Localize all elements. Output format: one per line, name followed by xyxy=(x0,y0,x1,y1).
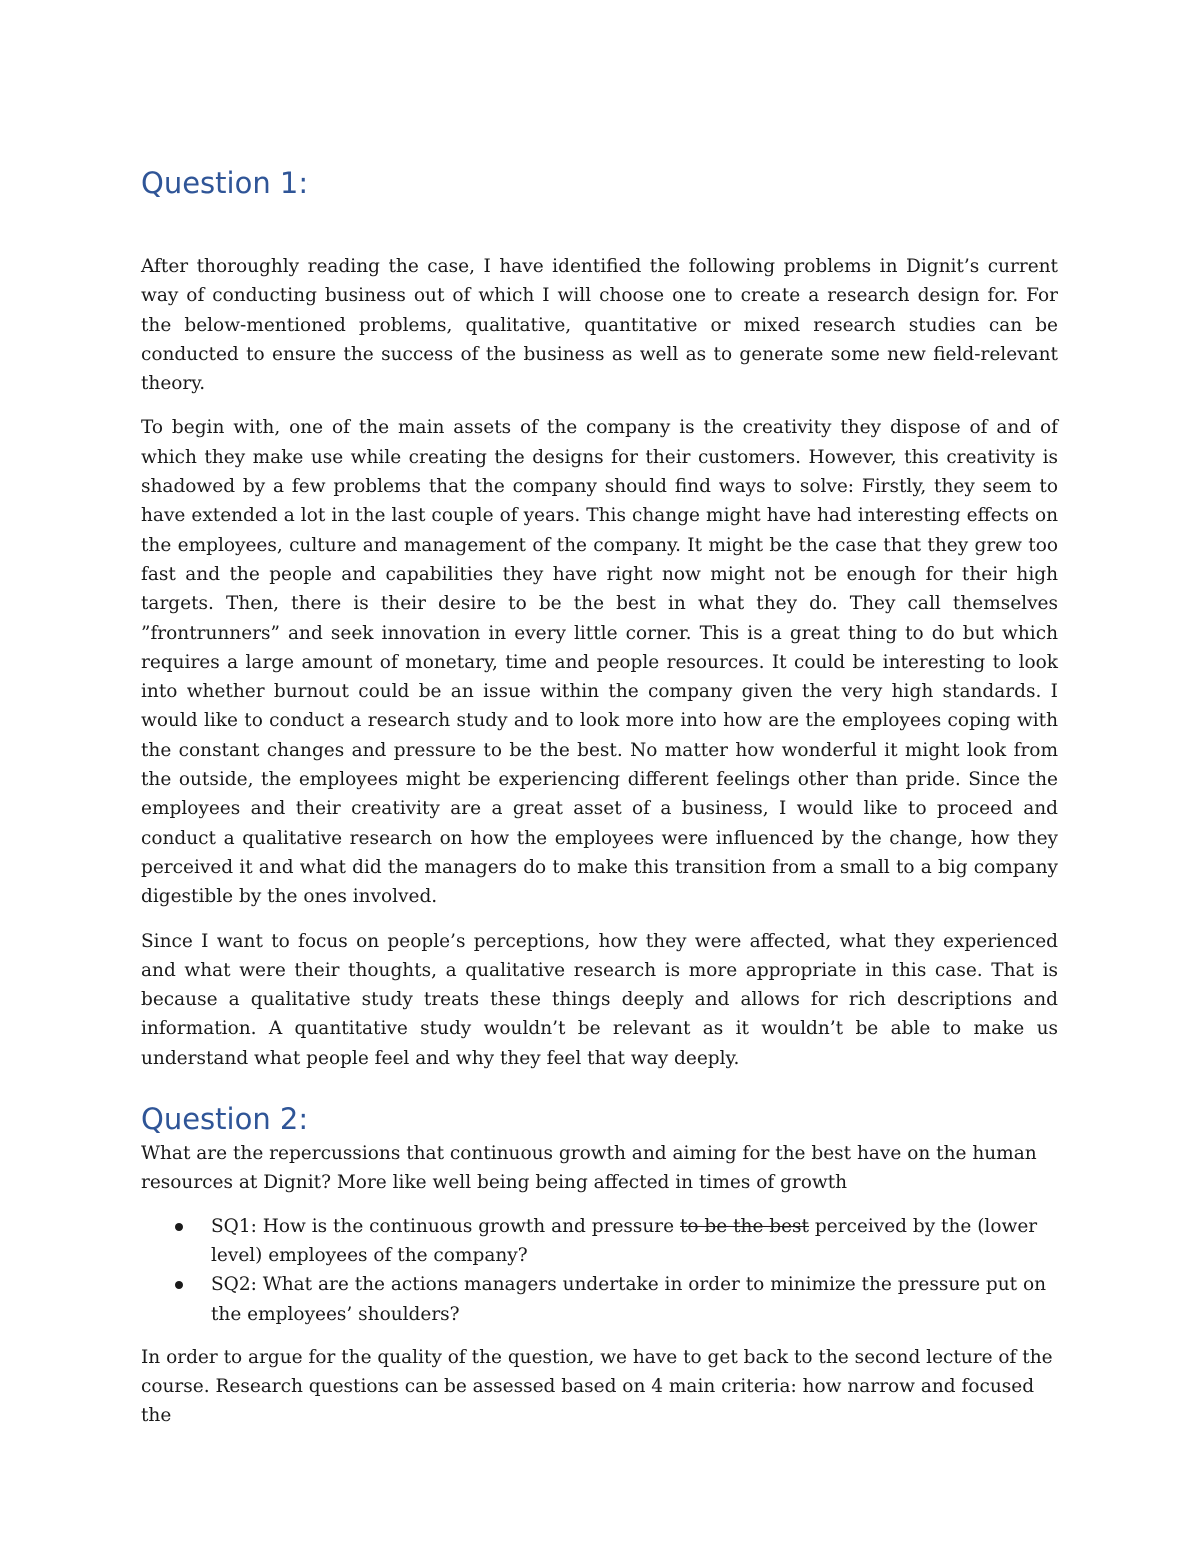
question-2-heading: Question 2: xyxy=(141,1102,309,1137)
question-1-heading: Question 1: xyxy=(141,166,309,200)
sq1-text-start: SQ1: How is the continuous growth and pressure xyxy=(211,1215,680,1237)
sub-question-1 xyxy=(141,1212,1058,1271)
q1-paragraph-2: To begin with, one of the main assets of the company is the creativity they dispose of and of which they make use while creating the designs for their customers. However, this creativity is shadowed by a few problems that the company should find ways to solve: Firstly, they seem to have extended a lot in the last couple of years. This change might have had interesting effects on the employees, culture and management of the company. It might be the case that they grew too fast and the people and capabilities they have right now might not be enough for their high targets. Then, there is their desire to be the best in what they do. They call themselves ”frontrunners” and seek innovation in every little corner. This is a great thing to do but which requires a large amount of monetary, time and people resources. It could be interesting to look into whether burnout could be an issue within the company given the very high standards. I would like to conduct a research study and to look more into how are the employees coping with the constant changes and pressure to be the best. No matter how wonderful it might look from the outside, the employees might be experiencing different feelings other than pride. Since the employees and their creativity are a great asset of a business, I would like to proceed and conduct a qualitative research on how the employees were influenced by the change, how they perceived it and what did the managers do to make this transition from a small to a big company digestible by the ones involved. xyxy=(141,417,1058,908)
q2-closing-paragraph: In order to argue for the quality of the question, we have to get back to the second lecture of the course. Research questions can be assessed based on 4 main criteria: how narrow and focused the xyxy=(141,1346,1053,1427)
bullet-icon xyxy=(175,1281,183,1289)
sq1-text-end: perceived by the (lower level) employees of the company? xyxy=(211,1215,1038,1266)
sq2-text: SQ2: What are the actions managers undertake in order to minimize the pressure put on the employees’ shoulders? xyxy=(211,1274,1047,1325)
q1-paragraph-3: Since I want to focus on people’s perceptions, how they were affected, what they experienced and what were their thoughts, a qualitative research is more appropriate in this case. That is because a qualitative study treats these things deeply and allows for rich descriptions and information. A quantitative study wouldn’t be relevant as it wouldn’t be able to make us understand what people feel and why they feel that way deeply. xyxy=(141,930,1058,1069)
q2-main-question: What are the repercussions that continuous growth and aiming for the best have on the human resources at Dignit? More like well being being affected in times of growth xyxy=(141,1143,1037,1194)
sq1-struck-text: to be the best xyxy=(679,1215,809,1237)
q1-paragraph-1: After thoroughly reading the case, I have identified the following problems in Dignit’s current way of conducting business out of which I will choose one to create a research design for. For the below-mentioned problems, qualitative, quantitative or mixed research studies can be conducted to ensure the success of the business as well as to generate some new field-relevant theory. xyxy=(141,256,1058,395)
sub-question-2 xyxy=(141,1270,1058,1329)
sub-question-list xyxy=(141,1212,1058,1329)
document-body xyxy=(141,163,1058,1445)
bullet-icon xyxy=(175,1223,183,1231)
